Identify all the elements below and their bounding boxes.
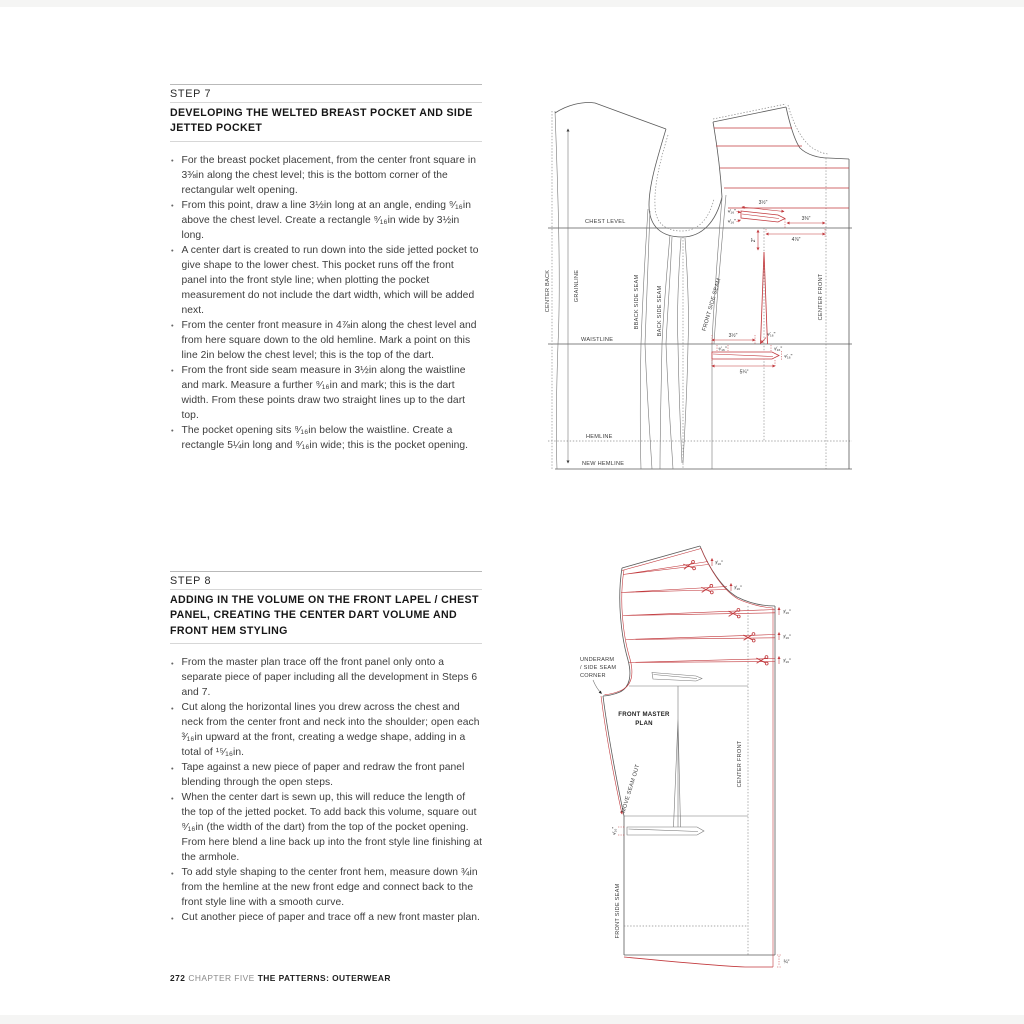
wedge-measure-3: ³⁄₁₆" (783, 609, 791, 616)
bullet-item: • To add style shaping to the center front hem, measure down ¾in from the hemline at the new front edge and connect back to the front style line with a smooth curve. (170, 865, 482, 910)
welt-pocket-shape (652, 673, 702, 682)
back-side-seam-label: BACK SIDE SEAM (657, 285, 663, 337)
move-seam-out-label: MOVE SEAM OUT (620, 763, 642, 814)
pocket-point-width-measure: ⁹⁄₁₆" (784, 354, 793, 360)
center-dart-lines (674, 719, 681, 827)
neckline-dotted (788, 105, 829, 154)
front-master-plan-label: FRONT MASTER (618, 711, 670, 718)
hem-style-curve (624, 957, 773, 967)
step7-title: DEVELOPING THE WELTED BREAST POCKET AND SIDE JETTED POCKET (170, 107, 473, 135)
bullet-item: • From the center front measure in 4⅞in along the chest level and from here square down to the old hemline. Mark a point on this line 2in below the chest level; this is the top of the dart. (170, 318, 482, 363)
bullet-item: • For the breast pocket placement, from the center front square in 3⅜in along the chest level; this is the bottom corner of the rectangular welt opening. (170, 153, 482, 198)
middle-dart-line (678, 238, 682, 463)
bullet-item: • From the front side seam measure in 3½in along the waistline and mark. Measure a further ⁹⁄₁₆in and mark; this is the dart width. From these points draw two straight lines up to the dart top. (170, 363, 482, 423)
chapter-label: CHAPTER FIVE (188, 973, 255, 983)
step7-section (170, 84, 482, 453)
page-number: 272 (170, 973, 186, 983)
wedge-measure-4: ³⁄₁₆" (783, 634, 791, 641)
scissors-icon (756, 656, 768, 666)
welt-length-measure: 3½" (758, 200, 768, 206)
step8-label: STEP 8 (170, 575, 212, 587)
divider (170, 643, 482, 644)
hemline-label: HEMLINE (586, 434, 613, 440)
center-back-label: CENTER BACK (545, 269, 551, 313)
wedge-measure-1: ³⁄₁₆" (715, 560, 723, 567)
bullet-item: • Cut another piece of paper and trace off a new front master plan. (170, 910, 482, 925)
cut-line-5 (629, 659, 775, 663)
bback-side-seam-line (645, 211, 652, 469)
bullet-item: • From the master plan trace off the front panel only onto a separate piece of paper including all the development in Steps 6 and 7. (170, 655, 482, 700)
welt-rise-leader (737, 220, 741, 222)
armhole-red (605, 570, 632, 695)
bullet-item: • The pocket opening sits ⁹⁄₁₆in below the waistline. Create a rectangle 5¼in long and ⁹⁄₁₆in wide; this is the pocket opening. (170, 423, 482, 453)
pocket-length-measure: 5¼" (739, 369, 749, 376)
jetted-pocket-shape (627, 827, 704, 835)
welt-to-cf-measure: 3⅜" (801, 216, 811, 222)
scissors-icon (743, 633, 755, 643)
waist-in-measure: 3½" (728, 333, 738, 339)
pocket-drop-measure: ⁹⁄₁₆" (718, 346, 727, 353)
underarm-corner-label: CORNER (580, 673, 606, 679)
pocket-length-ticks (712, 360, 775, 366)
step7-bullet-list (170, 153, 482, 453)
front-shoulder (713, 107, 786, 122)
book-section-label: THE PATTERNS: OUTERWEAR (257, 973, 391, 983)
center-front-label: CENTER FRONT (818, 273, 824, 321)
page-top-edge (0, 0, 1024, 7)
back-shoulder (555, 102, 666, 129)
step8-bullet-list (170, 655, 482, 925)
waistline-label: WAISTLINE (581, 337, 614, 343)
welt-width-leader (737, 212, 741, 213)
bullet-item: • When the center dart is sewn up, this will reduce the length of the top of the jetted pocket. To add back this volume, square out ⁹⁄₁₆in (the width of the dart) from the top of the pocket opening. From here blend a line back up into the front style line finishing at the armhole. (170, 790, 482, 865)
step7-label: STEP 7 (170, 88, 212, 100)
page-bottom-edge (0, 1015, 1024, 1024)
wedge-measure-5: ³⁄₁₆" (783, 658, 791, 665)
pocket-width-measure: ⁹⁄₁₆" (612, 826, 618, 836)
front-panel-diagram (575, 544, 825, 994)
back-side-seam-line (660, 235, 670, 469)
middle-dart-line (683, 238, 688, 463)
underarm-pointer-arrow (593, 680, 602, 694)
underarm-corner-label: UNDERARM (580, 657, 615, 663)
front-style-line (714, 195, 726, 344)
scissors-icon (701, 584, 713, 594)
scissors-icon (683, 560, 696, 571)
step8-title: ADDING IN THE VOLUME ON THE FRONT LAPEL / CHEST PANEL, CREATING THE CENTER DART VOLUME AND FRONT HEM STYLING (170, 594, 479, 637)
lapel-red (701, 549, 773, 609)
lapel-curve (700, 546, 775, 606)
shoulder-red (622, 549, 701, 571)
dart-to-cf-measure: 4⅞" (791, 237, 801, 243)
armhole-seam-allowance (655, 135, 714, 231)
underarm-corner-label: / SIDE SEAM (580, 665, 617, 671)
center-back-seam (555, 111, 559, 469)
welt-width-measure: ⁹⁄₁₆" (727, 209, 736, 215)
page-footer (170, 973, 394, 983)
center-front-label: CENTER FRONT (737, 740, 743, 788)
armhole-curve (603, 568, 630, 696)
step8-section (170, 571, 482, 925)
welt-rise-measure: ⁹⁄₁₆" (727, 219, 736, 225)
master-plan-diagram (545, 101, 860, 481)
bback-side-seam-line (640, 209, 648, 469)
front-master-plan-label: PLAN (635, 720, 653, 727)
bullet-item: • Tape against a new piece of paper and redraw the front panel blending through the open steps. (170, 760, 482, 790)
front-side-seam-label: FRONT SIDE SEAM (615, 883, 621, 939)
front-side-seam-line (712, 198, 722, 469)
hem-drop-measure: ¾" (783, 959, 790, 966)
bullet-item: • From this point, draw a line 3½in long at an angle, ending ⁹⁄₁₆in above the chest level. Create a rectangle ⁹⁄₁₆in wide by 3½in long. (170, 198, 482, 243)
front-side-seam-label: FRONT SIDE SEAM (701, 277, 723, 332)
chest-level-label: CHEST LEVEL (585, 219, 626, 225)
grainline-label: GRAINLINE (574, 269, 580, 303)
dart-drop-measure: 2" (751, 237, 757, 243)
armhole-curve (649, 122, 722, 237)
dart-width-measure-2: ⁹⁄₁₆" (773, 346, 783, 353)
dart-width-measure: ⁹⁄₁₆" (767, 332, 776, 338)
bullet-item: • A center dart is created to run down into the side jetted pocket to give shape to the lower chest. This pocket runs off the front panel into the front style line; when plotting the pocket measurement do not include the dart width, which will be added next. (170, 243, 482, 318)
wedge-measure-2: ³⁄₁₆" (734, 585, 742, 592)
new-hemline-label: NEW HEMLINE (582, 461, 625, 467)
cut-line-3 (623, 610, 775, 616)
bback-side-seam-label: BBACK SIDE SEAM (634, 274, 640, 330)
divider (170, 141, 482, 142)
bullet-item: • Cut along the horizontal lines you drew across the chest and neck from the center front and neck into the shoulder; open each ³⁄₁₆in upward at the front, creating a wedge shape, adding in a total of ¹⁵⁄₁₆in. (170, 700, 482, 760)
hem-drop-bracket (777, 955, 781, 967)
dart-width-leader (761, 338, 766, 344)
front-shoulder-dotted (713, 104, 786, 119)
